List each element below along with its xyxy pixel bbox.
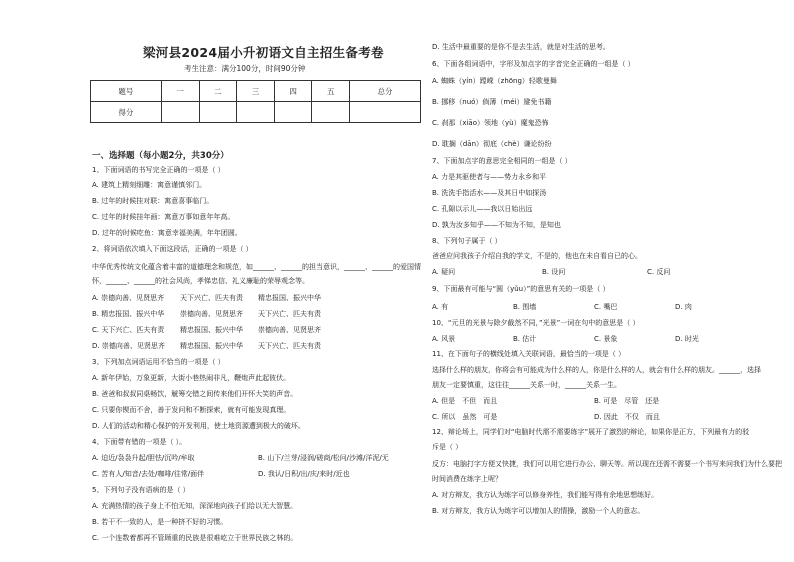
question-9: 9、下面最有可能与“圆（yǔu）”的意思有关的一项是（ ）	[432, 285, 610, 293]
option-d: D. 孰为汝多知乎——不知为不知，是知也	[432, 221, 561, 229]
question-12: 12、辩论场上，同学们对“电脑时代需不需要练字”展开了激烈的辩论，如果你是正方，下列最有力的驳	[432, 428, 750, 436]
option-b-part: 天下兴亡、匹夫有责	[258, 310, 321, 318]
option-d: D. 人们的活动和精心保护的开发利用，使土地资源遭到极大的破坏。	[92, 422, 305, 430]
option-c: C. 孔隙以示儿——我以日始出远	[432, 205, 533, 213]
option-a: A. 建筑上精刻细雕：寓意谨慎邻门。	[92, 181, 207, 189]
question-12-line2: 斥是（ ）	[432, 443, 463, 451]
option-d: D. 我认/日积/出/庆/来时/近也	[258, 470, 350, 478]
question-11-passage: 朋友一定要慎重，这往往______关系一时，______关系一生。	[432, 381, 621, 389]
option-b-part: 崇德向善、见贤思齐	[180, 310, 243, 318]
option-a: A. 崇德向善、见贤思齐	[92, 294, 165, 302]
option-d: D. 肉	[675, 303, 692, 311]
option-c-part: 崇德向善、见贤思齐	[258, 326, 321, 334]
question-5: 5、下列句子没有语病的是（ ）	[92, 486, 190, 494]
score-table-row	[91, 102, 421, 123]
option-a: A. 风景	[432, 335, 456, 343]
question-2: 2、将词语依次填入下面这段话，正确的一项是（ ）	[92, 245, 253, 253]
score-cell	[312, 102, 350, 123]
option-b: B. 洗洗手指活水——及其日中如探汤	[432, 189, 547, 197]
option-c: C. 苦有人/知音/去处/咖啡/往常/面伴	[92, 470, 205, 478]
option-c: C. 过年的时候挂年画：寓意万事如意年年高。	[92, 213, 235, 221]
score-cell: 总分	[350, 81, 421, 102]
question-11-passage: 选择什么样的朋友，你将会有可能成为什么样的人，你是什么样的人，就会有什么样的朋友。______，选择	[432, 366, 761, 374]
question-2-passage: 中华优秀传统文化蕴含着丰富的道德理念和规范，如______、______的担当意识，______、______的爱国情怀，______、______的社会风尚，孝悌忠信、礼义廉耻的荣辱观念等。	[92, 263, 421, 285]
option-a: A. 对方辩友，我方认为练字可以修身养性，我们能写得有余地思想练好。	[432, 491, 659, 499]
question-8: 8、下列句子属于（ ）	[432, 237, 502, 245]
page-title: 梁河县2024届小升初语文自主招生备考卷	[143, 45, 384, 60]
option-d: D. 崇德向善、见贤思齐	[92, 342, 165, 350]
question-7: 7、下面加点字的意思完全相同的一组是（ ）	[432, 157, 572, 165]
option-b: B. 过年的时候挂对联：寓意喜事临门。	[92, 197, 214, 205]
option-a-part: 天下兴亡、匹夫有责	[180, 294, 243, 302]
option-c: C. 只要你锲而不舍，善于发问和不断探索，就有可能发现真理。	[92, 406, 291, 414]
score-cell: 题号	[91, 81, 162, 102]
option-d: D. 过年的时候吃鱼：寓意幸福美满，年年团圆。	[92, 229, 242, 237]
score-cell: 三	[237, 81, 275, 102]
question-11: 11、在下面句子的横线处填入关联词语，最恰当的一项是（ ）	[432, 350, 626, 358]
option-c: C. 一个连数着都再不管顾重的民族是很难屹立于世界民族之林的。	[92, 534, 298, 542]
score-cell	[161, 102, 199, 123]
score-cell	[199, 102, 237, 123]
option-a: A. 充满热情的孩子身上不怕无知，深深地向孩子们给以无大智慧。	[92, 502, 298, 510]
question-4: 4、下面带有错的一项是（ ）。	[92, 438, 187, 446]
score-table-header-row	[91, 81, 421, 102]
question-12-passage: 时间消费在练字上呢？	[432, 475, 502, 483]
exam-notice: 考生注意：满分100分，时间90分钟	[184, 64, 306, 73]
score-cell: 二	[199, 81, 237, 102]
option-b: B. 可是 尽管 还是	[594, 397, 660, 405]
option-b: B. 挪移（nuó）倘薄（méi）避免书籍	[432, 98, 552, 106]
option-c-part: 精忠报国、振兴中华	[180, 326, 243, 334]
option-c: C. 刹那（xiāo）领地（yù）魔鬼恐怖	[432, 119, 549, 127]
option-b: B. 围墙	[513, 303, 537, 311]
option-d: D. 因此 不仅 而且	[594, 413, 660, 421]
score-table	[90, 80, 421, 123]
option-a: A. 疑问	[432, 268, 456, 276]
option-d-part: 天下兴亡、匹夫有责	[258, 342, 321, 350]
score-cell: 一	[161, 81, 199, 102]
option-b: B. 精忠报国、振兴中华	[92, 310, 165, 318]
question-1: 1、下面词语的书写完全正确的一项是（ ）	[92, 166, 225, 174]
score-cell: 得分	[91, 102, 162, 123]
score-cell: 四	[274, 81, 312, 102]
option-b: B. 若干不一致的人，是一种挤不好的习惯。	[92, 518, 228, 526]
option-d: D. 时光	[675, 335, 699, 343]
option-b: B. 爸爸和叔叔同桌畅饮，觥筹交错之间传来他们开怀大笑的声音。	[92, 390, 298, 398]
option-a: A. 力是其驱使者与——势力永乡和平	[432, 173, 547, 181]
option-d: D. 耽搁（dān）彻底（chè）谦论纷纷	[432, 140, 552, 148]
option-c: C. 嘴巴	[594, 303, 618, 311]
question-12-passage: 反方：电脑打字方便又快捷，我们可以用它进行办公、聊天等。所以现在还需不需要一个书写来问我们为什么要把	[432, 460, 782, 468]
question-6: 6、下面各组词语中，字形及加点字的字音完全正确的一组是（ ）	[432, 60, 635, 68]
option-c: C. 所以 虽然 可是	[432, 413, 498, 421]
option-c: C. 景象	[594, 335, 618, 343]
option-a: A. 新年伊始，万象更新，大街小巷热闹非凡，鞭炮声此起彼伏。	[92, 374, 291, 382]
option-b: B. 山下/兰芽/浸润/磋商/松问/沙滩/洋泥/无	[258, 454, 389, 462]
option-a: A. 有	[432, 303, 449, 311]
option-a: A. 迫近/袅袅升起/胆怯/沉吟/牟取	[92, 454, 195, 462]
option-a-part: 精忠报国、振兴中华	[258, 294, 321, 302]
section-heading: 一、选择题（每小题2分，共30分）	[92, 151, 229, 161]
option-b: B. 设问	[542, 268, 566, 276]
option-c: C. 天下兴亡、匹夫有责	[92, 326, 165, 334]
option-b: B. 估计	[513, 335, 537, 343]
score-cell	[274, 102, 312, 123]
option-b: B. 对方辩友，我方认为练字可以增加人的情操，激励一个人的意志。	[432, 507, 645, 515]
option-d: D. 生活中最重要的是你不是去生活，就是对生活的思考。	[432, 43, 610, 51]
score-cell	[237, 102, 275, 123]
option-a: A. 蜘蛛（yín）蹚嵘（zhōng）轻歌曼舞	[432, 77, 557, 85]
question-8-sentence: 爸爸应问我孩子介绍自我的学文，不是的，他也在未自看自已的心。	[432, 252, 642, 260]
score-cell	[350, 102, 421, 123]
option-a: A. 但是 不但 而且	[432, 397, 498, 405]
option-c: C. 反问	[647, 268, 671, 276]
question-10: 10、“元旦的光景与除夕截然不同，”光景”一词在句中的意思是（ ）	[432, 319, 640, 327]
question-3: 3、下列加点词语运用不恰当的一项是（ ）	[92, 358, 225, 366]
score-cell: 五	[312, 81, 350, 102]
option-d-part: 精忠报国、振兴中华	[180, 342, 243, 350]
